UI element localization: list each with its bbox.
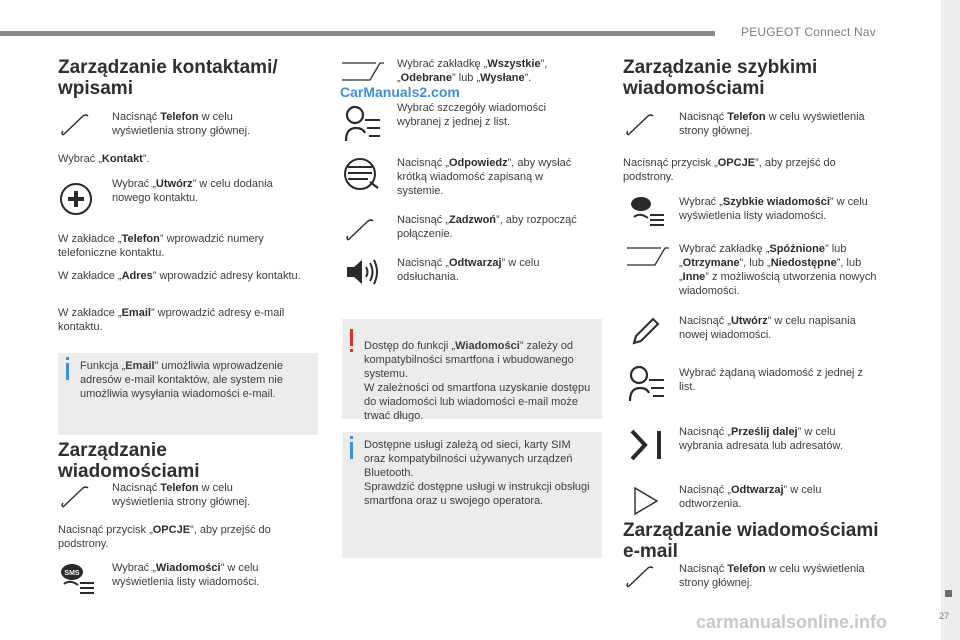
phone-handset-icon xyxy=(345,218,377,242)
quick-step-7: Nacisnąć „Prześlij dalej” w celu wybrania adresata lub adresatów. xyxy=(679,426,843,452)
message-detail-icon xyxy=(343,105,383,145)
quick-step-2: Nacisnąć przycisk „OPCJE”, aby przejść do podstrony. xyxy=(623,157,836,183)
info-note-services: Dostępne usługi zależą od sieci, karty SIM oraz kompatybilności używanych urządzeń Bluetooth. Sprawdzić dostępne usługi w instrukcji obsługi smartfona oraz u swojego operatora. xyxy=(342,432,602,558)
page-edge-tab xyxy=(941,0,960,640)
watermark-top: CarManuals2.com xyxy=(340,84,460,100)
watermark-bottom: carmanualsonline.info xyxy=(696,612,888,632)
quick-step-6: Wybrać żądaną wiadomość z jednej z list. xyxy=(679,367,863,393)
play-icon xyxy=(633,486,659,516)
phone-handset-icon xyxy=(60,113,92,137)
messages-step-2: Nacisnąć przycisk „OPCJE”, aby przejść do podstrony. xyxy=(58,524,271,550)
quick-step-8: Nacisnąć „Odtwarzaj” w celu odtworzenia. xyxy=(679,484,822,510)
col2-step-2: Wybrać szczegóły wiadomości wybranej z jednej z list. xyxy=(397,102,547,128)
info-note-email: Funkcja „Email” umożliwia wprowadzenie adresów e-mail kontaktów, ale system nie umożliwia wysyłania wiadomości e-mail. xyxy=(58,353,318,435)
info-icon xyxy=(66,357,69,360)
quick-step-3: Wybrać „Szybkie wiadomości” w celu wyświetlenia listy wiadomości. xyxy=(679,196,868,222)
phone-handset-icon xyxy=(625,565,657,589)
section-title-messages: Zarządzanie wiadomościami xyxy=(58,440,200,482)
section-title-contacts: Zarządzanie kontaktami/ wpisami xyxy=(58,57,278,99)
messages-step-3: Wybrać „Wiadomości” w celu wyświetlenia listy wiadomości. xyxy=(112,562,260,588)
phone-handset-icon xyxy=(60,485,92,509)
warning-note: Dostęp do funkcji „Wiadomości” zależy od kompatybilności smartfona i wbudowanego systemu. W zależności od smartfona uzyskanie dostępu do wiadomości lub wiadomości e-mail może trwać długo. xyxy=(342,319,602,419)
contacts-step-5: W zakładce „Adres” wprowadzić adresy kontaktu. xyxy=(58,270,301,282)
col2-step-4: Nacisnąć „Zadzwoń”, aby rozpocząć połączenie. xyxy=(397,214,577,240)
phone-handset-icon xyxy=(625,113,657,137)
quick-step-1: Nacisnąć Telefon w celu wyświetlenia strony głównej. xyxy=(679,111,865,137)
quick-message-list-icon xyxy=(628,194,668,230)
section-title-quick-messages: Zarządzanie szybkimi wiadomościami xyxy=(623,57,818,99)
contacts-step-4: W zakładce „Telefon” wprowadzić numery telefoniczne kontaktu. xyxy=(58,233,264,259)
contacts-step-1: Nacisnąć Telefon w celu wyświetlenia strony głównej. xyxy=(112,111,251,137)
section-title-email: Zarządzanie wiadomościami e-mail xyxy=(623,520,879,562)
reply-list-icon xyxy=(342,158,382,190)
contacts-step-3: Wybrać „Utwórz” w celu dodania nowego kontaktu. xyxy=(112,178,273,204)
message-detail-icon xyxy=(627,365,667,405)
page-marker xyxy=(945,590,952,597)
col2-step-3: Nacisnąć „Odpowiedz”, aby wysłać krótką wiadomość zapisaną w systemie. xyxy=(397,157,572,197)
sms-list-icon xyxy=(58,561,98,597)
contacts-step-6: W zakładce „Email” wprowadzić adresy e-mail kontaktu. xyxy=(58,307,285,333)
tab-selector-icon xyxy=(625,245,671,267)
sms-label: SMS xyxy=(64,570,80,577)
contacts-step-2: Wybrać „Kontakt”. xyxy=(58,153,150,165)
speaker-icon xyxy=(345,257,381,287)
header-rule xyxy=(0,31,715,36)
col2-step-1: Wybrać zakładkę „Wszystkie”, „Odebrane” lub „Wysłane”. xyxy=(397,58,548,84)
info-icon xyxy=(350,436,353,439)
col2-step-5: Nacisnąć „Odtwarzaj” w celu odsłuchania. xyxy=(397,257,540,283)
warning-icon xyxy=(350,349,353,352)
page-number: 27 xyxy=(939,611,950,621)
brand-label: PEUGEOT Connect Nav xyxy=(741,25,876,39)
add-contact-icon xyxy=(60,183,92,215)
messages-step-1: Nacisnąć Telefon w celu wyświetlenia strony głównej. xyxy=(112,482,251,508)
forward-icon xyxy=(629,428,665,462)
email-step-1: Nacisnąć Telefon w celu wyświetlenia strony głównej. xyxy=(679,563,865,589)
quick-step-4: Wybrać zakładkę „Spóźnione” lub „Otrzymane”, lub „Niedostępne”, lub „Inne” z możliwością utworzenia nowych wiadomości. xyxy=(679,243,877,297)
info-bar xyxy=(66,363,69,380)
info-bar xyxy=(350,442,353,459)
tab-selector-icon xyxy=(340,60,386,82)
warning-bar xyxy=(350,329,353,346)
pencil-icon xyxy=(630,315,662,347)
quick-step-5: Nacisnąć „Utwórz” w celu napisania nowej wiadomości. xyxy=(679,315,856,341)
